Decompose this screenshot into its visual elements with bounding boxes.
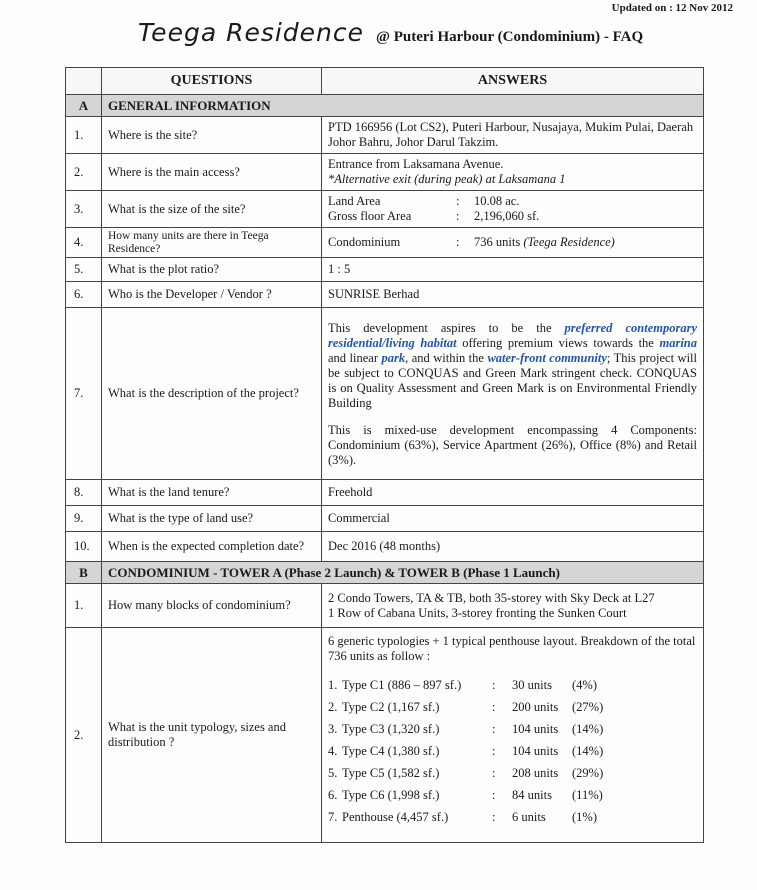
type-sep: : — [492, 743, 496, 758]
type-sep: : — [492, 677, 496, 692]
row-number: 1. — [66, 584, 102, 628]
kv-value: 10.08 ac. — [474, 194, 520, 208]
kv-row — [328, 209, 697, 224]
type-units: 208 units — [512, 765, 559, 780]
list-item — [328, 784, 697, 806]
kv-value: 2,196,060 sf. — [474, 209, 540, 223]
list-item — [328, 762, 697, 784]
row-number: 1. — [66, 117, 102, 154]
question-cell: What is the type of land use? — [102, 506, 322, 532]
faq-table — [65, 67, 704, 843]
item-number: 1. — [328, 677, 338, 692]
type-units: 104 units — [512, 743, 559, 758]
kv-key: Condominium — [328, 235, 401, 250]
list-item — [328, 740, 697, 762]
answer-cell: Freehold — [322, 480, 704, 506]
answer-line: Entrance from Laksamana Avenue. — [328, 157, 504, 171]
answer-cell — [322, 191, 704, 228]
kv-row — [328, 194, 697, 209]
type-percent: (14%) — [572, 721, 604, 736]
type-name: Penthouse (4,457 sf.) — [342, 809, 449, 824]
answer-cell: Dec 2016 (48 months) — [322, 532, 704, 562]
type-percent: (14%) — [572, 743, 604, 758]
question-cell: How many blocks of condominium? — [102, 584, 322, 628]
answer-cell: Commercial — [322, 506, 704, 532]
item-number: 7. — [328, 809, 338, 824]
kv-row — [328, 235, 697, 250]
table-row — [66, 628, 704, 843]
list-item — [328, 806, 697, 828]
type-name: Type C1 (886 – 897 sf.) — [342, 677, 462, 692]
question-cell: What is the land tenure? — [102, 480, 322, 506]
unit-count: 736 units — [474, 235, 521, 250]
table-header-row — [66, 68, 704, 95]
type-sep: : — [492, 699, 496, 714]
row-number: 6. — [66, 282, 102, 308]
section-title: CONDOMINIUM - TOWER A (Phase 2 Launch) & TOWER B (Phase 1 Launch) — [102, 562, 704, 584]
text-run: offering premium views towards the — [456, 336, 660, 351]
type-units: 200 units — [512, 699, 559, 714]
row-number: 5. — [66, 258, 102, 282]
section-letter: B — [66, 562, 102, 584]
updated-date: Updated on : 12 Nov 2012 — [611, 2, 733, 14]
question-cell: What is the description of the project? — [102, 308, 322, 480]
section-b-row — [66, 562, 704, 584]
table-row — [66, 228, 704, 258]
kv-value — [474, 235, 697, 250]
table-row — [66, 282, 704, 308]
brand-name: Teega Residence — [138, 18, 365, 47]
section-title: GENERAL INFORMATION — [102, 95, 704, 117]
unit-note: (Teega Residence) — [523, 235, 615, 250]
question-cell: When is the expected completion date? — [102, 532, 322, 562]
section-a-row — [66, 95, 704, 117]
typology-list — [328, 674, 697, 828]
item-number: 6. — [328, 787, 338, 802]
row-number: 2. — [66, 628, 102, 843]
type-units: 104 units — [512, 721, 559, 736]
answer-cell — [322, 628, 704, 843]
type-name: Type C2 (1,167 sf.) — [342, 699, 440, 714]
row-number: 10. — [66, 532, 102, 562]
text-run: ; This project will be subject to CONQUAS and Green Mark stringent check. CONQUAS is on Quality Assessment and Green Mark is on Environmental Friendly Building — [328, 351, 698, 411]
type-units: 6 units — [512, 809, 546, 824]
type-name: Type C4 (1,380 sf.) — [342, 743, 440, 758]
type-percent: (27%) — [572, 699, 604, 714]
text-run: This development aspires to be the — [328, 321, 565, 336]
type-sep: : — [492, 787, 496, 802]
answer-note — [328, 172, 697, 187]
kv-key: Gross floor Area — [328, 209, 412, 223]
list-item — [328, 718, 697, 740]
question-cell: How many units are there in Teega Residence? — [102, 228, 322, 258]
item-number: 2. — [328, 699, 338, 714]
table-row — [66, 532, 704, 562]
description-paragraph: This is mixed-use development encompassing 4 Components: Condominium (63%), Service Apartment (26%), Office (8%) and Retail (3%). — [328, 423, 697, 468]
blank-header — [66, 68, 102, 95]
question-cell: Where is the site? — [102, 117, 322, 154]
highlight-text: marina — [659, 336, 697, 351]
table-row — [66, 154, 704, 191]
highlight-text: water-front community — [487, 351, 607, 366]
table-row — [66, 584, 704, 628]
question-cell: What is the unit typology, sizes and distribution ? — [102, 628, 322, 843]
answers-header: ANSWERS — [322, 68, 704, 95]
type-name: Type C6 (1,998 sf.) — [342, 787, 440, 802]
type-percent: (4%) — [572, 677, 597, 692]
item-number: 3. — [328, 721, 338, 736]
document-title — [138, 18, 738, 48]
type-name: Type C5 (1,582 sf.) — [342, 765, 440, 780]
type-units: 84 units — [512, 787, 552, 802]
row-number: 2. — [66, 154, 102, 191]
question-cell: What is the size of the site? — [102, 191, 322, 228]
table-row — [66, 191, 704, 228]
row-number: 8. — [66, 480, 102, 506]
type-percent: (11%) — [572, 787, 603, 802]
answer-cell — [322, 228, 704, 258]
highlight-text: preferred contemporary residential/living habitat — [328, 321, 697, 351]
row-number: 4. — [66, 228, 102, 258]
answer-cell — [322, 154, 704, 191]
questions-header: QUESTIONS — [102, 68, 322, 95]
answer-cell — [322, 584, 704, 628]
highlight-text: park — [381, 351, 406, 366]
answer-cell: 1 : 5 — [322, 258, 704, 282]
answer-line: 1 Row of Cabana Units, 3-storey fronting the Sunken Court — [328, 605, 627, 620]
kv-sep: : — [456, 235, 460, 250]
row-number: 3. — [66, 191, 102, 228]
table-row — [66, 117, 704, 154]
item-number: 4. — [328, 743, 338, 758]
list-item — [328, 696, 697, 718]
type-name: Type C3 (1,320 sf.) — [342, 721, 440, 736]
question-cell: What is the plot ratio? — [102, 258, 322, 282]
question-cell: Who is the Developer / Vendor ? — [102, 282, 322, 308]
table-row — [66, 506, 704, 532]
answer-cell — [322, 308, 704, 480]
list-item — [328, 674, 697, 696]
kv-sep: : — [456, 194, 460, 208]
kv-key: Land Area — [328, 194, 381, 208]
row-number: 9. — [66, 506, 102, 532]
document-subtitle: @ Puteri Harbour (Condominium) - FAQ — [376, 29, 644, 45]
typology-intro: 6 generic typologies + 1 typical penthouse layout. Breakdown of the total 736 units as follow : — [328, 634, 696, 664]
kv-sep: : — [456, 209, 460, 223]
table-row — [66, 258, 704, 282]
text-run: , and within the — [405, 351, 488, 366]
text-run: and linear — [328, 351, 382, 366]
type-sep: : — [492, 721, 496, 736]
description-paragraph — [328, 321, 697, 411]
type-percent: (29%) — [572, 765, 604, 780]
section-letter: A — [66, 95, 102, 117]
type-sep: : — [492, 809, 496, 824]
answer-cell: PTD 166956 (Lot CS2), Puteri Harbour, Nusajaya, Mukim Pulai, Daerah Johor Bahru, Johor Darul Takzim. — [322, 117, 704, 154]
table-row — [66, 480, 704, 506]
item-number: 5. — [328, 765, 338, 780]
answer-note-text: *Alternative exit (during peak) at Laksamana 1 — [328, 172, 566, 186]
type-percent: (1%) — [572, 809, 597, 824]
answer-cell: SUNRISE Berhad — [322, 282, 704, 308]
type-sep: : — [492, 765, 496, 780]
answer-line: 2 Condo Towers, TA & TB, both 35-storey with Sky Deck at L27 — [328, 590, 655, 605]
question-cell: Where is the main access? — [102, 154, 322, 191]
row-number: 7. — [66, 308, 102, 480]
table-row — [66, 308, 704, 480]
type-units: 30 units — [512, 677, 552, 692]
